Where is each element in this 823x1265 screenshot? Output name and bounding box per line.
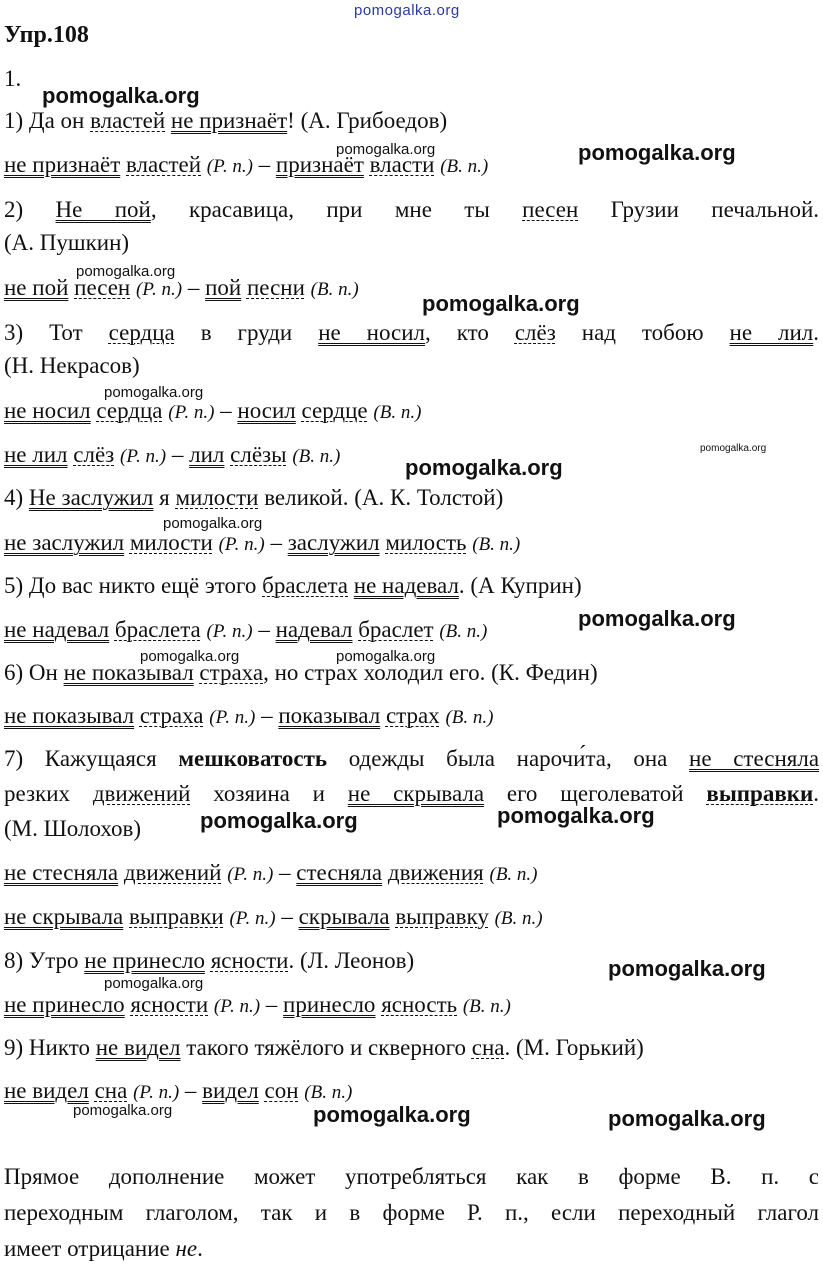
watermark-top: pomogalka.org [354, 2, 460, 19]
sentence-9: 9) Никто не видел такого тяжёлого и скверного сна. (М. Горький) [4, 1035, 644, 1060]
sentence-7-author: (М. Шолохов) [4, 816, 142, 841]
watermark: pomogalka.org [73, 1102, 173, 1119]
conclusion-line-2: переходным глаголом, так и в форме Р. п., если переходный глагол [4, 1200, 819, 1225]
watermark: pomogalka.org [578, 606, 736, 631]
sentence-8: 8) Утро не принесло ясности. (Л. Леонов) [4, 948, 415, 973]
watermark: pomogalka.org [700, 443, 767, 454]
pair-3a: не носил сердца (Р. п.) – носил сердце (В. п.) [4, 398, 422, 423]
watermark: pomogalka.org [76, 263, 176, 280]
watermark: pomogalka.org [42, 83, 200, 108]
watermark: pomogalka.org [104, 384, 204, 401]
watermark: pomogalka.org [313, 1102, 471, 1127]
watermark: pomogalka.org [608, 956, 766, 981]
watermark: pomogalka.org [336, 141, 436, 158]
sentence-2: 2) Не пой, красавица, при мне ты песен Грузии печальной. [4, 197, 820, 222]
sentence-5: 5) До вас никто ещё этого браслета не надевал. (А Куприн) [4, 573, 582, 598]
task-number: 1. [4, 66, 22, 91]
watermark: pomogalka.org [405, 455, 563, 480]
watermark: pomogalka.org [422, 291, 580, 316]
conclusion-line-3: имеет отрицание не. [4, 1236, 203, 1261]
pair-7b: не скрывала выправки (Р. п.) – скрывала выправку (В. п.) [4, 904, 543, 929]
watermark: pomogalka.org [578, 140, 736, 165]
watermark: pomogalka.org [336, 648, 436, 665]
pair-2: не пой песен (Р. п.) – пой песни (В. п.) [4, 275, 359, 300]
sentence-7-line-2: резких движений хозяина и не скрывала его щеголеватой выправки. [4, 781, 820, 806]
sentence-2-author: (А. Пушкин) [4, 230, 130, 255]
sentence-1: 1) Да он властей не признаёт! (А. Грибоедов) [4, 108, 448, 133]
watermark: pomogalka.org [104, 975, 204, 992]
pair-9: не видел сна (Р. п.) – видел сон (В. п.) [4, 1078, 353, 1103]
pair-6: не показывал страха (Р. п.) – показывал страх (В. п.) [4, 703, 494, 728]
pair-7a: не стесняла движений (Р. п.) – стесняла движения (В. п.) [4, 860, 538, 885]
exercise-title: Упр.108 [4, 22, 89, 48]
watermark: pomogalka.org [163, 515, 263, 532]
pair-8: не принесло ясности (Р. п.) – принесло ясность (В. п.) [4, 992, 511, 1017]
pair-3b: не лил слёз (Р. п.) – лил слёзы (В. п.) [4, 442, 341, 467]
sentence-3-author: (Н. Некрасов) [4, 353, 140, 378]
sentence-4: 4) Не заслужил я милости великой. (А. К. Толстой) [4, 485, 504, 510]
conclusion-line-1: Прямое дополнение может употребляться как в форме В. п. с [4, 1164, 819, 1189]
pair-1: не признаёт властей (Р. п.) – признаёт власти (В. п.) [4, 152, 489, 177]
sentence-3: 3) Тот сердца в груди не носил, кто слёз над тобою не лил. [4, 320, 820, 345]
sentence-7-line-1: 7) Кажущаяся мешковатость одежды была нарочи́та, она не стесняла [4, 746, 820, 771]
watermark: pomogalka.org [497, 803, 655, 828]
sentence-6: 6) Он не показывал страха, но страх холодил его. (К. Федин) [4, 660, 598, 685]
watermark: pomogalka.org [140, 648, 240, 665]
pair-5: не надевал браслета (Р. п.) – надевал браслет (В. п.) [4, 617, 488, 642]
watermark: pomogalka.org [608, 1106, 766, 1131]
pair-4: не заслужил милости (Р. п.) – заслужил милость (В. п.) [4, 530, 521, 555]
watermark: pomogalka.org [200, 808, 358, 833]
